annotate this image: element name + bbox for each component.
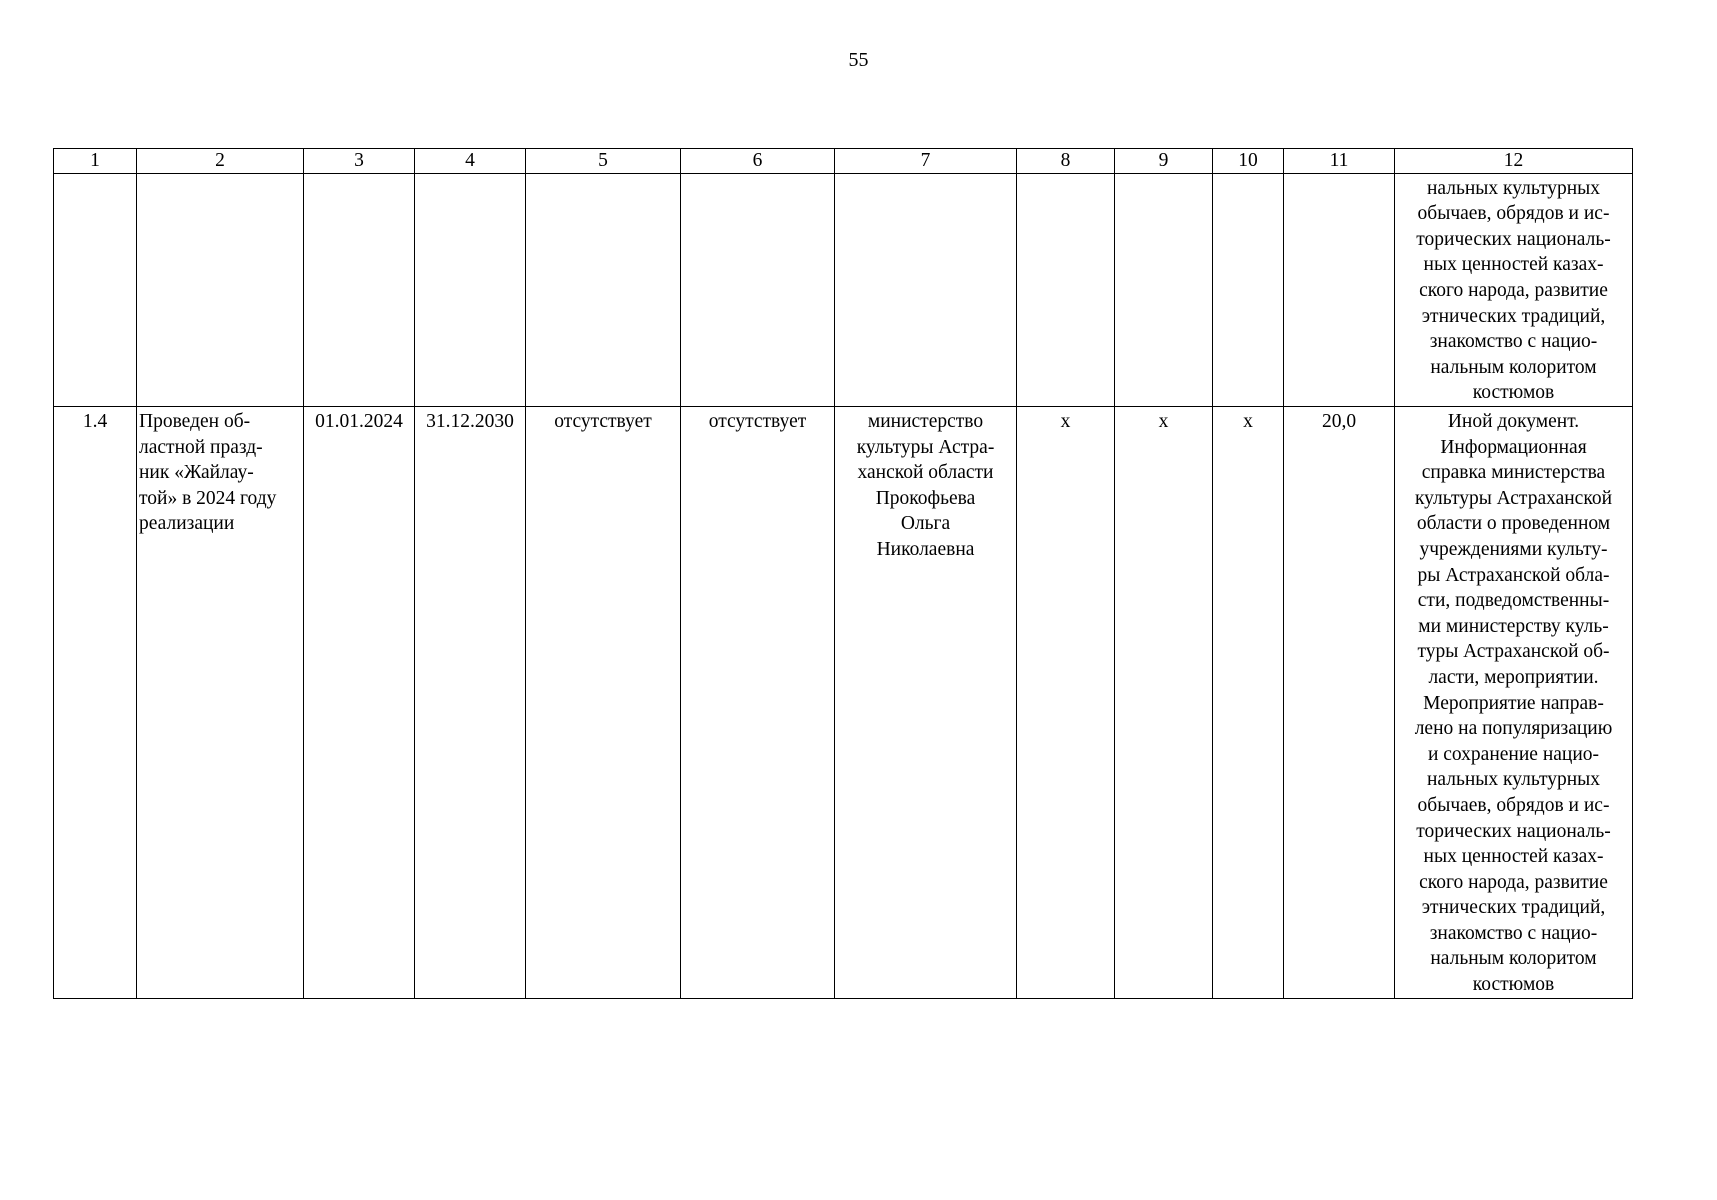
column-header: 4 <box>415 149 526 174</box>
column-header: 3 <box>304 149 415 174</box>
empty-cell <box>1115 174 1213 407</box>
column-header: 12 <box>1395 149 1633 174</box>
column-header: 1 <box>54 149 137 174</box>
col8-cell: х <box>1017 407 1115 999</box>
col10-cell: х <box>1213 407 1284 999</box>
page-number: 55 <box>848 49 869 71</box>
row-number-cell: 1.4 <box>54 407 137 999</box>
column-header: 9 <box>1115 149 1213 174</box>
col11-cell: 20,0 <box>1284 407 1395 999</box>
column-header: 7 <box>835 149 1017 174</box>
empty-cell <box>1017 174 1115 407</box>
column-header: 2 <box>137 149 304 174</box>
col6-cell: отсутствует <box>681 407 835 999</box>
col5-cell: отсутствует <box>526 407 681 999</box>
column-header: 11 <box>1284 149 1395 174</box>
column-header: 10 <box>1213 149 1284 174</box>
start-date-cell: 01.01.2024 <box>304 407 415 999</box>
empty-cell <box>681 174 835 407</box>
note-cell-continued: нальных культурных обычаев, обрядов и ис- торических националь- ных ценностей казах- ского народа, развитие этнических традиций, знакомство с нацио- нальным колоритом костюмов <box>1395 174 1633 407</box>
header-row <box>54 149 1633 174</box>
column-header: 5 <box>526 149 681 174</box>
end-date-cell: 31.12.2030 <box>415 407 526 999</box>
empty-cell <box>1284 174 1395 407</box>
empty-cell <box>1213 174 1284 407</box>
empty-cell <box>835 174 1017 407</box>
column-header: 8 <box>1017 149 1115 174</box>
table-row-1-4 <box>54 407 1633 999</box>
empty-cell <box>137 174 304 407</box>
empty-cell <box>54 174 137 407</box>
table-row-continuation <box>54 174 1633 407</box>
note-cell: Иной документ. Информационная справка министерства культуры Астраханской области о проведенном учреждениями культу- ры Астраханской обла- сти, подведомственны- ми министерству куль- туры Астраханской об- ласти, мероприятии. Мероприятие направ- лено на популяризацию и сохранение нацио- нальных культурных обычаев, обрядов и ис- торических националь- ных ценностей казах- ского народа, развитие этнических традиций, знакомство с нацио- нальным колоритом костюмов <box>1395 407 1633 999</box>
responsible-cell: министерство культуры Астра- ханской области Прокофьева Ольга Николаевна <box>835 407 1017 999</box>
report-table <box>53 148 1633 999</box>
column-header: 6 <box>681 149 835 174</box>
empty-cell <box>415 174 526 407</box>
event-name-cell: Проведен об- ластной празд- ник «Жайлау- той» в 2024 году реализации <box>137 407 304 999</box>
empty-cell <box>526 174 681 407</box>
empty-cell <box>304 174 415 407</box>
col9-cell: х <box>1115 407 1213 999</box>
